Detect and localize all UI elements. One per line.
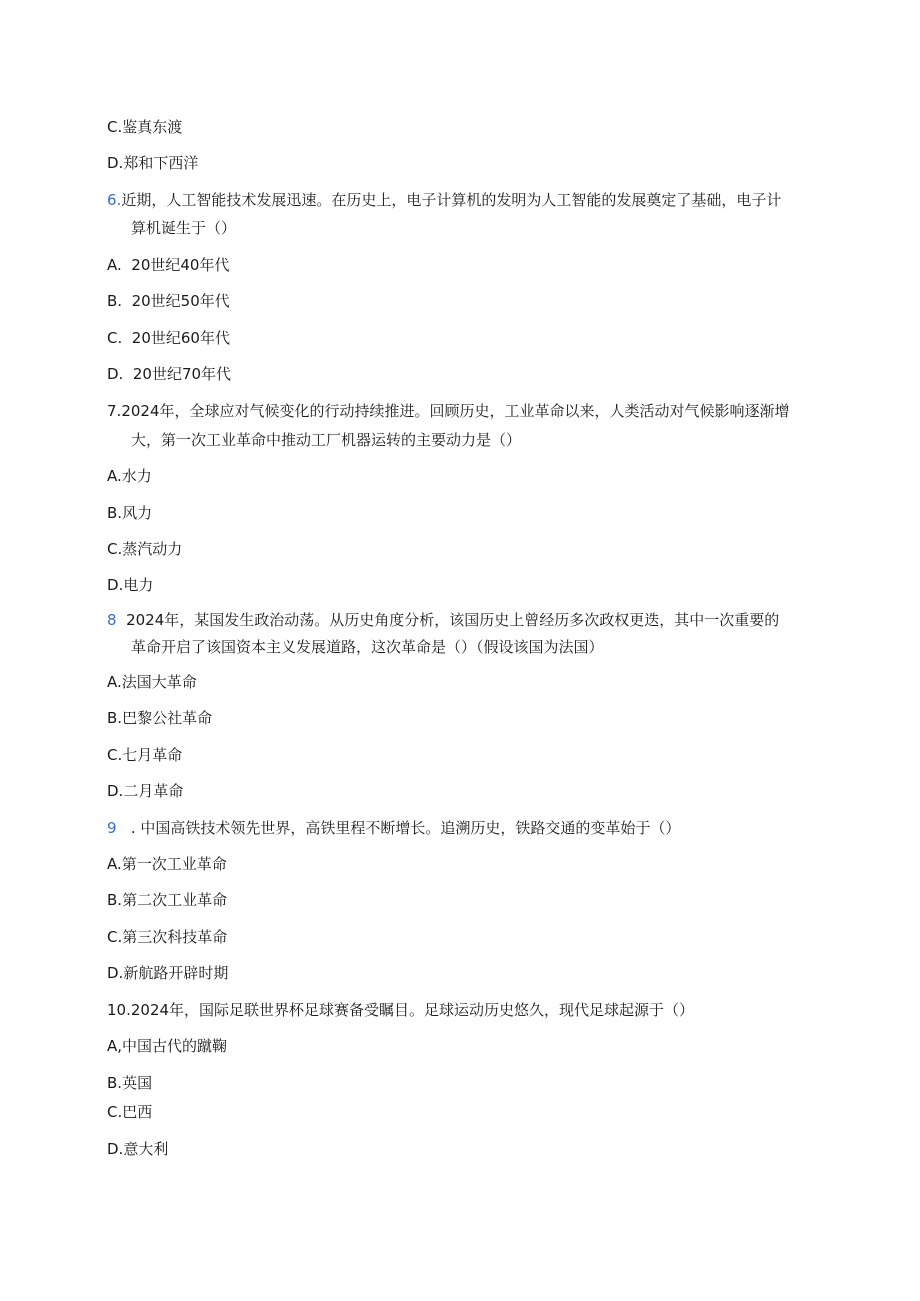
option-letter: D. <box>107 576 124 594</box>
question-10-option-b <box>107 1073 152 1093</box>
question-6-option-d <box>107 364 231 384</box>
option-text: 鉴真东渡 <box>122 118 183 136</box>
option-text: 20世纪50年代 <box>122 292 230 310</box>
option-letter: D. <box>107 365 124 383</box>
option-letter: A. <box>107 256 122 274</box>
option-text: 电力 <box>123 576 154 594</box>
question-7-stem-cont <box>131 430 521 450</box>
question-text: 近期，人工智能技术发展迅速。在历史上，电子计算机的发明为人工智能的发展奠定了基础，电子计 <box>121 191 782 209</box>
question-number: 6. <box>107 191 122 209</box>
question-9-option-b <box>107 890 227 910</box>
option-text: 巴西 <box>122 1103 153 1121</box>
option-letter: C. <box>107 118 123 136</box>
option-text: 第一次工业革命 <box>121 855 227 873</box>
option-letter: D. <box>107 964 124 982</box>
question-10-stem <box>107 1000 694 1020</box>
question-10-option-d <box>107 1139 168 1159</box>
option-text: 七月革命 <box>122 746 183 764</box>
option-c-prev <box>107 117 182 137</box>
option-letter: C. <box>107 928 123 946</box>
option-text: 蒸汽动力 <box>122 540 183 558</box>
question-text: . 中国高铁技术领先世界，高铁里程不断增长。追溯历史，铁路交通的变革始于（） <box>116 819 681 837</box>
question-text: 大，第一次工业革命中推动工厂机器运转的主要动力是（） <box>131 431 522 449</box>
option-text: 新航路开辟时期 <box>123 964 229 982</box>
question-number: 10. <box>107 1001 131 1019</box>
question-text: 2024年，某国发生政治动荡。从历史角度分析，该国历史上曾经历多次政权更迭，其中一次重要的 <box>116 611 780 629</box>
option-letter: B. <box>107 1074 123 1092</box>
question-6-option-c <box>107 328 230 348</box>
question-7-option-c <box>107 539 182 559</box>
question-number: 7. <box>107 402 122 420</box>
question-8-stem-cont <box>131 637 604 657</box>
question-8-option-a <box>107 672 197 692</box>
option-letter: B. <box>107 504 123 522</box>
option-letter: A. <box>107 855 122 873</box>
option-text: 20世纪40年代 <box>121 256 230 274</box>
option-letter: D. <box>107 154 124 172</box>
question-6-stem-cont <box>131 218 236 238</box>
question-8-option-d <box>107 781 183 801</box>
option-letter: C. <box>107 540 123 558</box>
question-10-option-a <box>107 1036 227 1056</box>
option-text: 二月革命 <box>123 782 184 800</box>
option-text: 郑和下西洋 <box>123 154 199 172</box>
option-letter: B. <box>107 292 123 310</box>
question-7-option-a <box>107 466 152 486</box>
option-letter: A. <box>107 467 122 485</box>
option-letter: B. <box>107 891 123 909</box>
option-letter: D. <box>107 1140 124 1158</box>
question-text: 2024年，全球应对气候变化的行动持续推进。回顾历史，工业革命以来，人类活动对气候影响逐渐增 <box>121 402 790 420</box>
option-letter: C. <box>107 329 123 347</box>
option-text: 20世纪60年代 <box>122 329 230 347</box>
option-text: 中国古代的蹴鞠 <box>122 1037 228 1055</box>
question-9-stem <box>107 818 680 838</box>
option-text: 20世纪70年代 <box>123 365 232 383</box>
question-text: 2024年，国际足联世界杯足球赛备受瞩目。足球运动历史悠久，现代足球起源于（） <box>130 1001 695 1019</box>
option-text: 英国 <box>122 1074 153 1092</box>
question-8-stem <box>107 610 779 630</box>
question-6-option-b <box>107 291 230 311</box>
option-text: 风力 <box>122 504 153 522</box>
question-9-option-d <box>107 963 228 983</box>
option-text: 巴黎公社革命 <box>122 709 213 727</box>
option-text: 水力 <box>121 467 152 485</box>
question-text: 革命开启了该国资本主义发展道路，这次革命是（）（假设该国为法国） <box>131 638 604 656</box>
question-7-option-d <box>107 575 153 595</box>
option-letter: B. <box>107 709 123 727</box>
option-letter: A, <box>107 1037 123 1055</box>
option-letter: D. <box>107 782 124 800</box>
option-text: 法国大革命 <box>121 673 197 691</box>
question-number: 8 <box>107 611 117 629</box>
question-7-stem <box>107 401 790 421</box>
option-letter: A. <box>107 673 122 691</box>
question-6-stem <box>107 190 781 210</box>
option-d-prev <box>107 153 198 173</box>
question-9-option-a <box>107 854 227 874</box>
option-text: 第二次工业革命 <box>122 891 228 909</box>
option-letter: C. <box>107 1103 123 1121</box>
question-text: 算机诞生于（） <box>131 219 237 237</box>
option-text: 意大利 <box>123 1140 169 1158</box>
option-letter: C. <box>107 746 123 764</box>
question-6-option-a <box>107 255 229 275</box>
option-text: 第三次科技革命 <box>122 928 228 946</box>
question-8-option-c <box>107 745 182 765</box>
question-7-option-b <box>107 503 152 523</box>
question-8-option-b <box>107 708 212 728</box>
question-9-option-c <box>107 927 227 947</box>
question-number: 9 <box>107 819 117 837</box>
question-10-option-c <box>107 1102 152 1122</box>
